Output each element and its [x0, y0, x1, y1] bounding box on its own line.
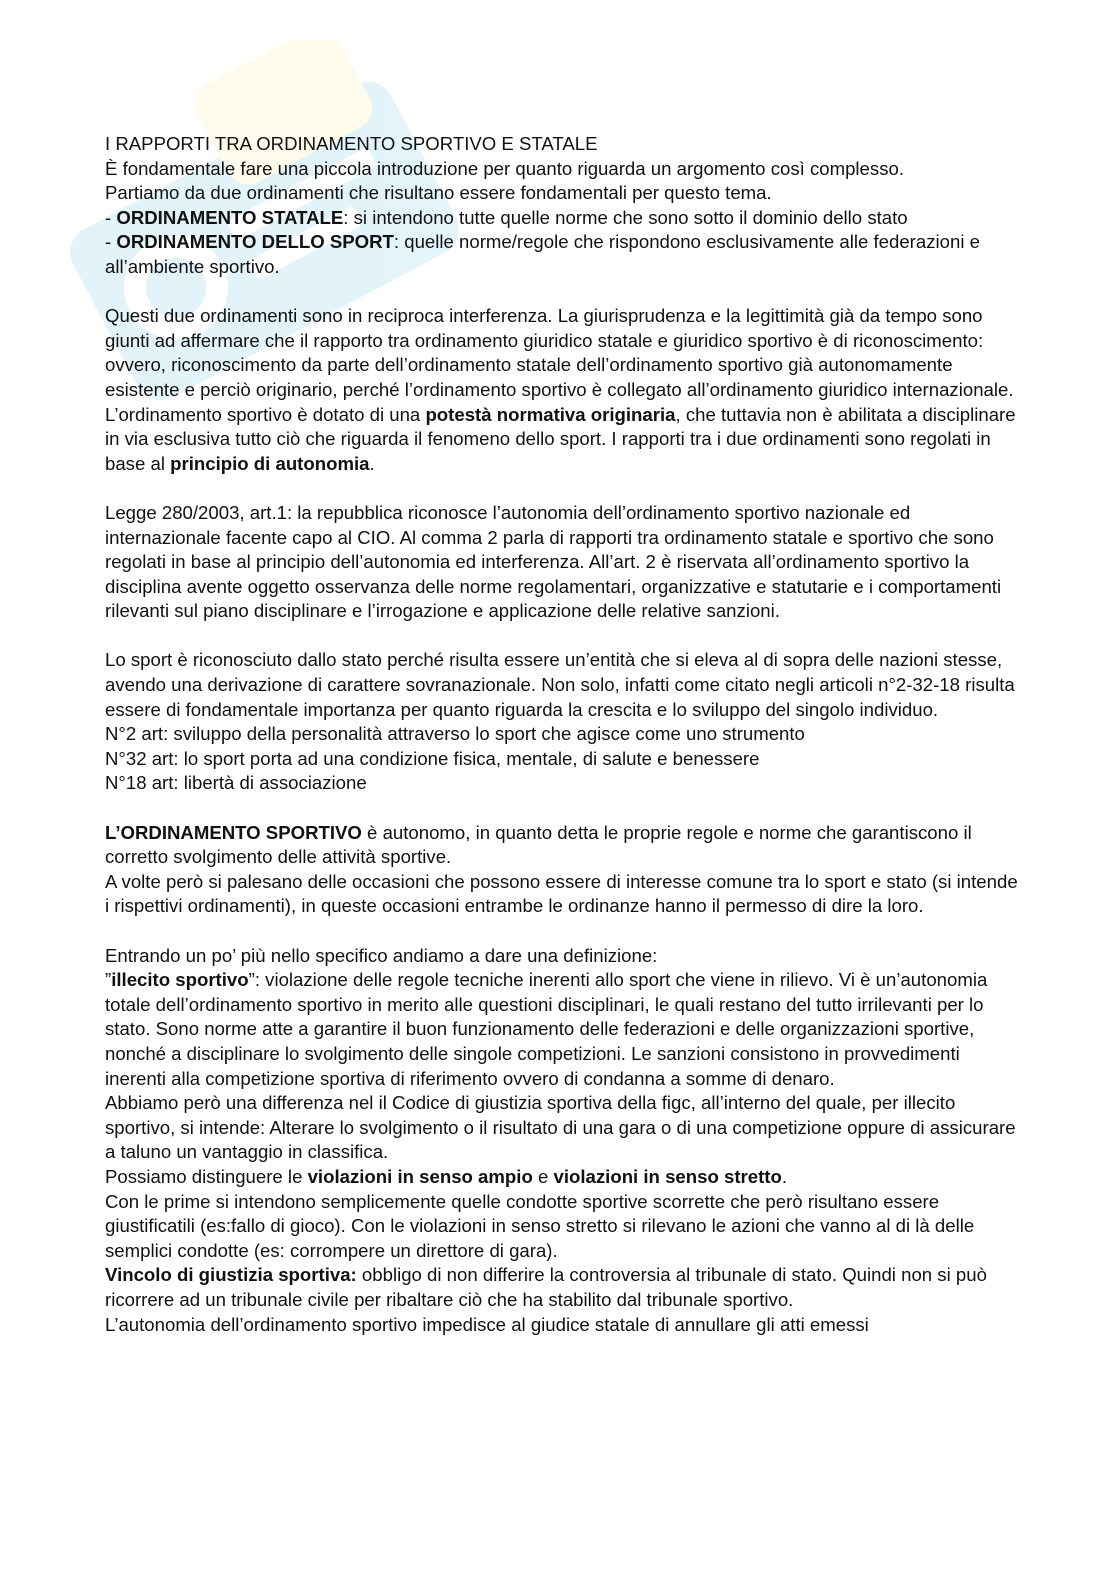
text-run: .: [781, 1165, 787, 1187]
text-run: L’ordinamento sportivo è dotato di una: [105, 403, 426, 425]
paragraph-legge-280: Legge 280/2003, art.1: la repubblica riconosce l’autonomia dell’ordinamento sportivo nazionale ed internazionale facente capo al CIO. Al comma 2 parla di rapporti tra ordinamento statale e sportivo che sono regolati in base al principio dell’autonomia ed interferenza. All’art. 2 è riservata all’ordinamento sportivo la disciplina avente oggetto osservanza delle norme regolamentari, organizzative e statutarie e i comportamenti rilevanti sul piano disciplinare e l’irrogazione e applicazione delle relative sanzioni.: [105, 501, 1002, 622]
paragraph-vincolo-giustizia: [105, 1263, 1025, 1312]
term-ordinamento-statale: ORDINAMENTO STATALE: [116, 206, 344, 228]
paragraph-codice-figc: Abbiamo però una differenza nel il Codice di giustizia sportiva della figc, all’interno del quale, per illecito sportivo, si intende: Alterare lo svolgimento o il risultato di una gara o di una competizione oppure di assicurare a taluno un vantaggio in classifica.: [105, 1092, 1016, 1163]
paragraph-reciproca-interferenza: Questi due ordinamenti sono in reciproca interferenza. La giurisprudenza e la legittimità già da tempo sono giunti ad affermare che il rapporto tra ordinamento giuridico statale e giuridico sportivo è di riconoscimento: ovvero, riconoscimento da parte dell’ordinamento statale dell’ordinamento sportivo già autonomamente esistente e perciò originario, perché l’ordinamento sportivo è collegato all’ordinamento giuridico internazionale.: [105, 305, 1014, 400]
paragraph-interesse-comune: A volte però si palesano delle occasioni che possono essere di interesse comune tra lo sport e stato (si intende i rispettivi ordinamenti), in queste occasioni entrambe le ordinanze hanno il permesso di dire la loro.: [105, 870, 1018, 917]
term-vincolo-giustizia: Vincolo di giustizia sportiva:: [105, 1264, 357, 1286]
term-illecito-sportivo: illecito sportivo: [111, 969, 249, 991]
list-item-prefix: -: [105, 206, 117, 228]
term-ordinamento-sportivo: L’ORDINAMENTO SPORTIVO: [105, 821, 362, 843]
term-violazioni-stretto: violazioni in senso stretto: [553, 1165, 782, 1187]
term-violazioni-ampio: violazioni in senso ampio: [307, 1165, 533, 1187]
list-item-ordinamento-sport: [105, 230, 1025, 279]
list-item-ordinamento-statale: [105, 206, 1025, 231]
paragraph-ordinamento-sportivo: [105, 821, 1025, 870]
intro-paragraph-1: È fondamentale fare una piccola introduzione per quanto riguarda un argomento così complesso.: [105, 157, 904, 179]
paragraph-gap: [105, 796, 1025, 821]
intro-paragraph-2: Partiamo da due ordinamenti che risultano essere fondamentali per questo tema.: [105, 182, 772, 204]
paragraph-definizione-intro: Entrando un po’ più nello specifico andiamo a dare una definizione:: [105, 944, 658, 966]
text-run: e: [532, 1165, 554, 1187]
paragraph-violazioni: [105, 1165, 1025, 1190]
list-item-text: : quelle norme/regole che rispondono esclusivamente alle federazioni e all’ambiente sportivo.: [105, 231, 980, 277]
paragraph-gap: [105, 280, 1025, 305]
paragraph-gap: [105, 624, 1025, 649]
article-32-line: N°32 art: lo sport porta ad una condizione fisica, mentale, di salute e benessere: [105, 747, 760, 769]
paragraph-gap: [105, 476, 1025, 501]
paragraph-gap: [105, 919, 1025, 944]
list-item-text: : si intendono tutte quelle norme che sono sotto il dominio dello stato: [343, 206, 908, 228]
term-potesta-normativa: potestà normativa originaria: [425, 403, 676, 425]
text-run: .: [369, 452, 375, 474]
text-run: è autonomo, in quanto detta le proprie regole e norme che garantiscono il corretto svolgimento delle attività sportive.: [105, 821, 972, 868]
text-run: obbligo di non differire la controversia al tribunale di stato. Quindi non si può ricorrere ad un tribunale civile per ribaltare ciò che ha stabilito dal tribunale sportivo.: [105, 1264, 987, 1310]
list-item-prefix: -: [105, 231, 117, 253]
term-ordinamento-sport: ORDINAMENTO DELLO SPORT: [116, 231, 394, 253]
document-body: [105, 132, 1025, 1337]
paragraph-autonomia-giudice: L’autonomia dell’ordinamento sportivo impedisce al giudice statale di annullare gli atti emessi: [105, 1313, 869, 1335]
paragraph-condotte: Con le prime si intendono semplicemente quelle condotte sportive scorrette che però risultano essere giustificatili (es:fallo di gioco). Con le violazioni in senso stretto si rilevano le azioni che vanno al di là delle semplici condotte (es: corrompere un direttore di gara).: [105, 1190, 975, 1261]
article-18-line: N°18 art: libertà di associazione: [105, 772, 367, 794]
text-run: Possiamo distinguere le: [105, 1165, 308, 1187]
paragraph-riconoscimento-sport: Lo sport è riconosciuto dallo stato perché risulta essere un’entità che si eleva al di sopra delle nazioni stesse, avendo una derivazione di carattere sovranazionale. Non solo, infatti come citato negli articoli n°2-32-18 risulta essere di fondamentale importanza per quanto riguarda la crescita e lo sviluppo del singolo individuo.: [105, 649, 1015, 720]
paragraph-potesta-normativa: [105, 403, 1025, 477]
text-run: ”: [105, 969, 112, 991]
article-2-line: N°2 art: sviluppo della personalità attraverso lo sport che agisce come uno strumento: [105, 723, 805, 745]
text-run: ”: violazione delle regole tecniche inerenti allo sport che viene in rilievo. Vi è un’autonomia totale dell’ordinamento sportivo in merito alle questioni disciplinari, le quali restano del tutto irrilevanti per lo stato. Sono norme atte a garantire il buon funzionamento delle federazioni e delle organizzazioni sportive, nonché a disciplinare lo svolgimento delle singole competizioni. Le sanzioni consistono in provvedimenti inerenti alla competizione sportiva di riferimento ovvero di condanna a somme di denaro.: [105, 969, 988, 1089]
text-run: , che tuttavia non è abilitata a disciplinare in via esclusiva tutto ciò che riguarda il fenomeno dello sport. I rapporti tra i due ordinamenti sono regolati in base al: [105, 403, 1016, 474]
document-title: I RAPPORTI TRA ORDINAMENTO SPORTIVO E STATALE: [105, 133, 598, 154]
term-principio-autonomia: principio di autonomia: [170, 452, 370, 474]
paragraph-illecito-sportivo: [105, 968, 1025, 1091]
